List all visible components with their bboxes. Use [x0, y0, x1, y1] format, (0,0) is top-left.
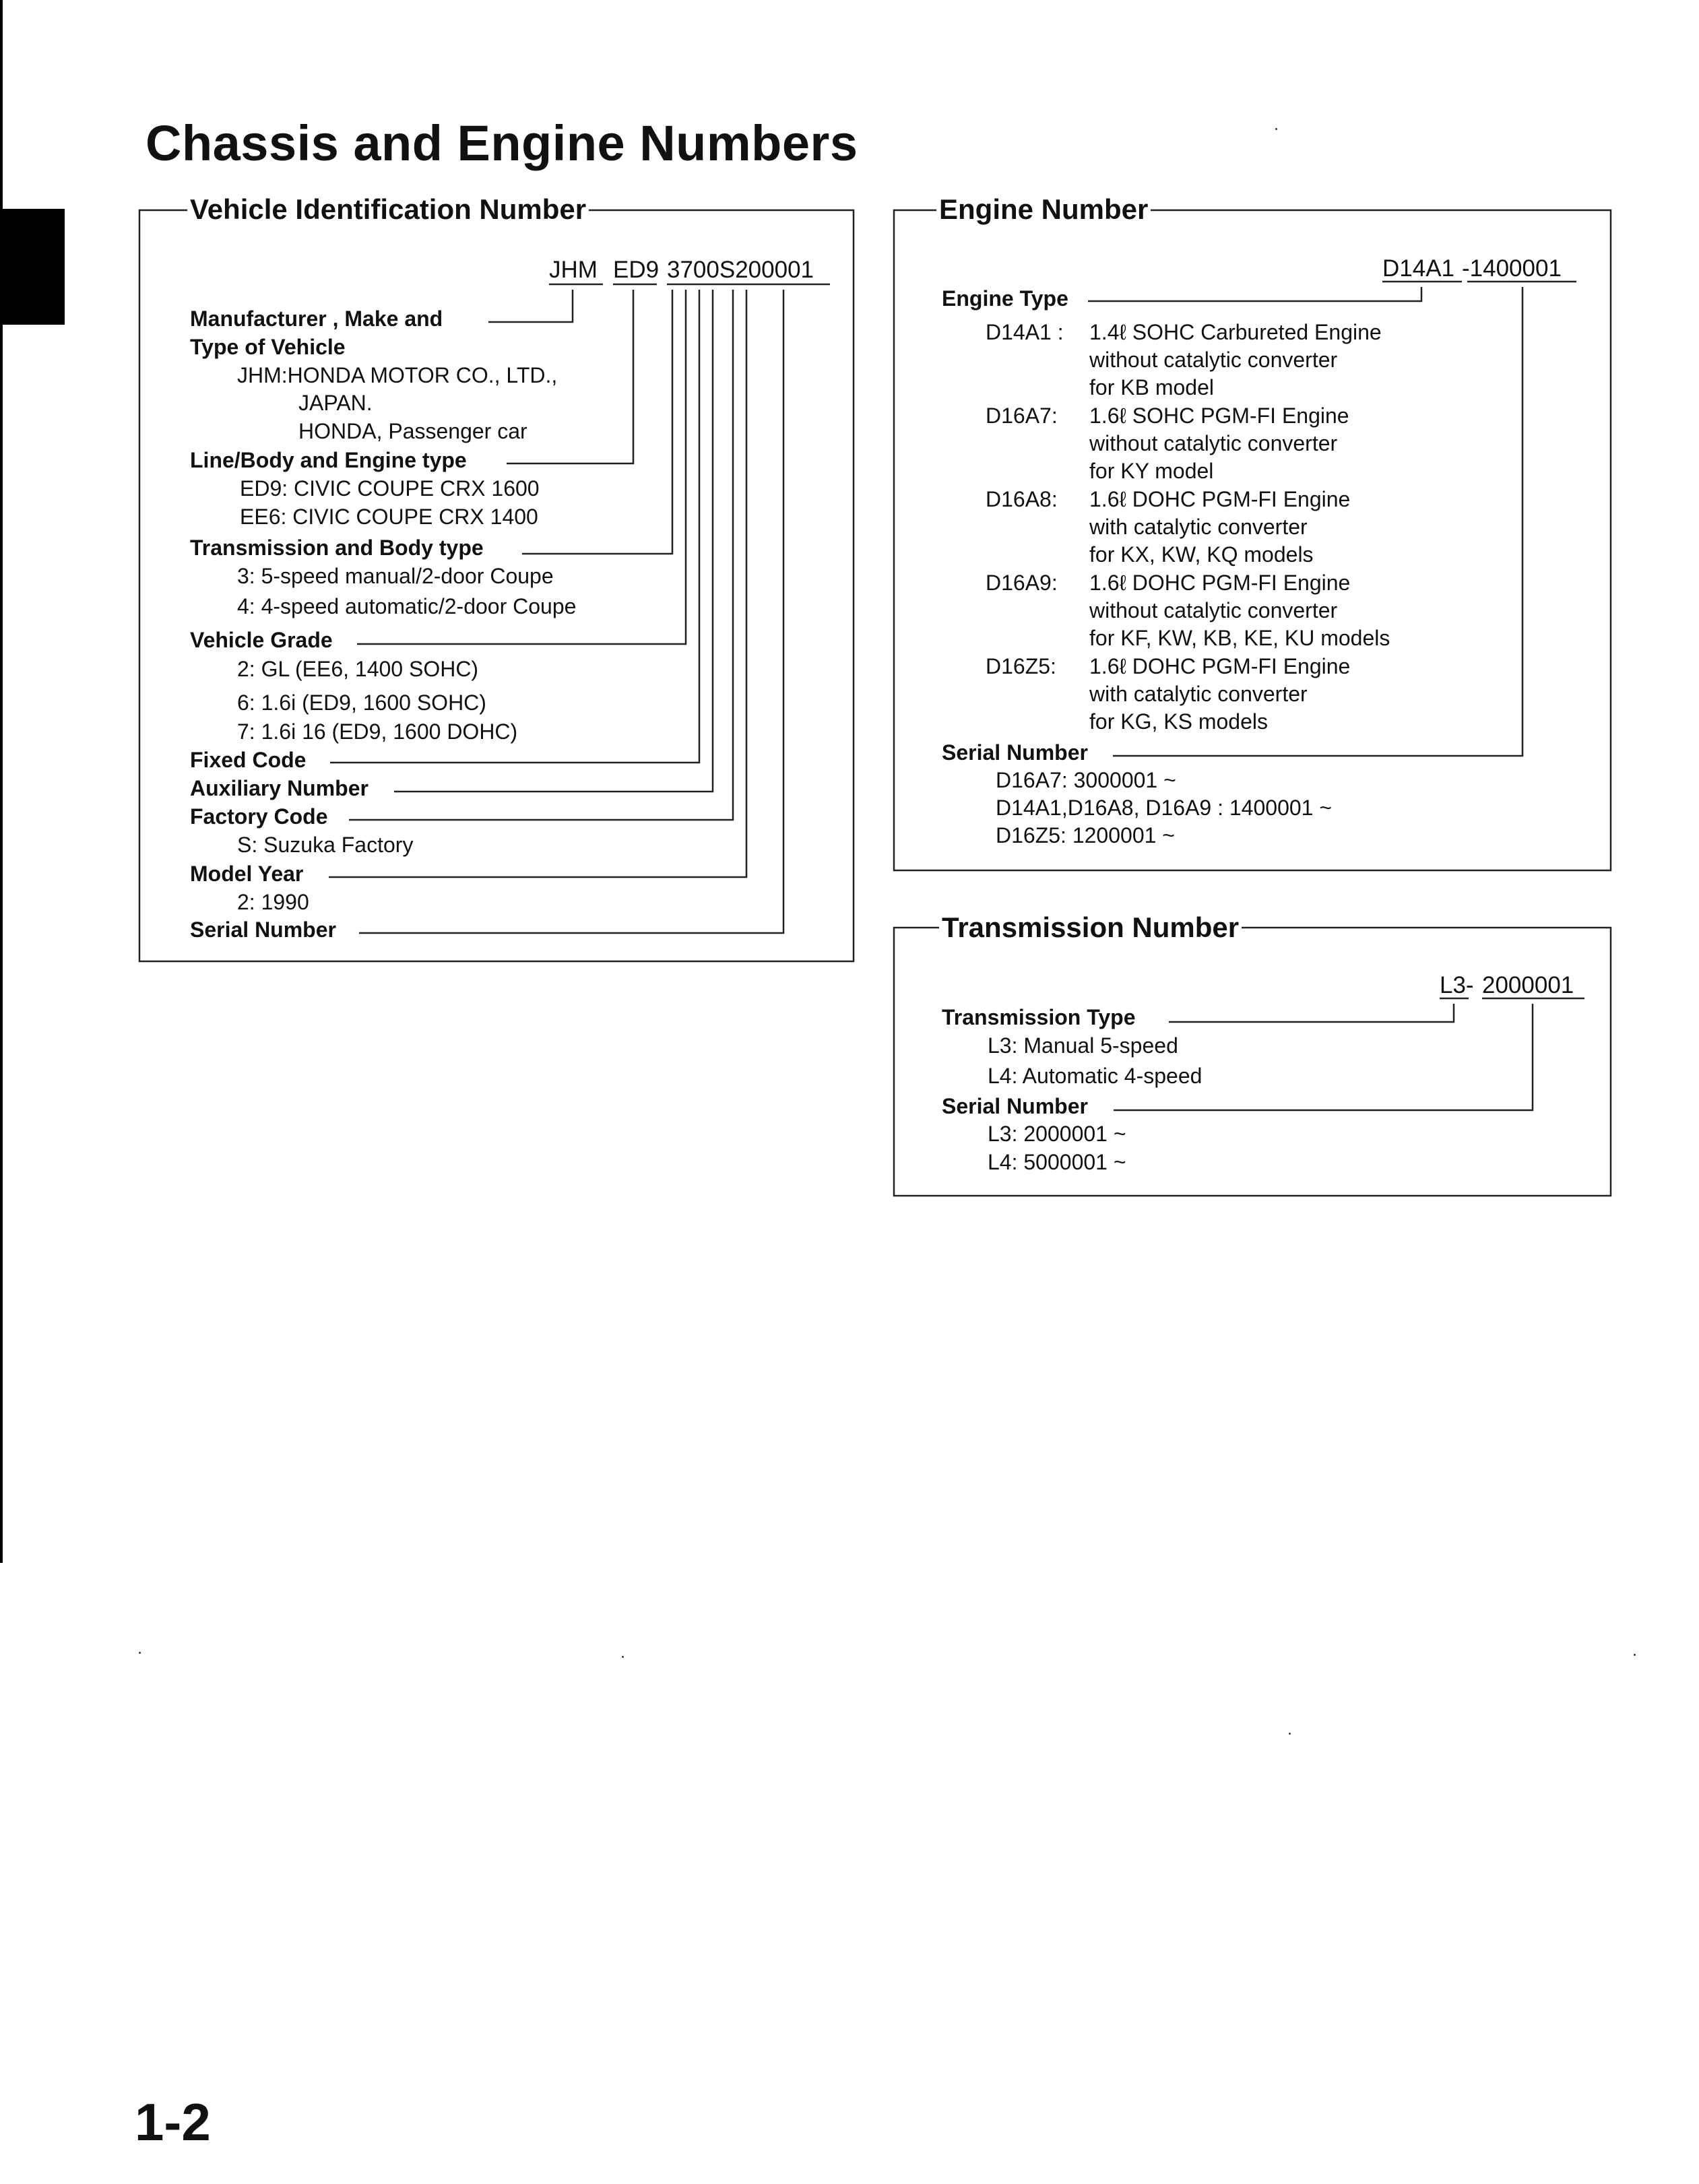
vin-text: 6: 1.6i (ED9, 1600 SOHC): [237, 690, 486, 715]
engine-type-code: D16A7:: [986, 404, 1058, 428]
vin-label-model-year: Model Year: [190, 862, 304, 886]
engine-code-serial: -1400001: [1462, 255, 1562, 282]
engine-type-code: D16A8:: [986, 487, 1058, 511]
scan-speck: [139, 1652, 141, 1654]
engine-type-text: without catalytic converter: [1089, 598, 1338, 622]
transmission-serial-text: L4: 5000001 ~: [988, 1150, 1126, 1174]
scan-speck: [622, 1656, 624, 1658]
vin-text: JAPAN.: [298, 391, 373, 415]
engine-type-code: D16Z5:: [986, 654, 1056, 678]
engine-serial-text: D16A7: 3000001 ~: [996, 768, 1176, 792]
scan-speck: [1275, 128, 1277, 130]
engine-serial-text: D14A1,D16A8, D16A9 : 1400001 ~: [996, 796, 1333, 820]
vin-label-factory-code: Factory Code: [190, 804, 328, 829]
vin-label-line-body: Line/Body and Engine type: [190, 448, 467, 472]
vin-label-manufacturer-2: Type of Vehicle: [190, 335, 346, 359]
vin-label-manufacturer: Manufacturer , Make and: [190, 307, 443, 331]
vin-code-line-body: ED9: [613, 257, 660, 283]
engine-type-text: with catalytic converter: [1089, 682, 1308, 706]
vin-text: ED9: CIVIC COUPE CRX 1600: [240, 476, 540, 501]
engine-type-text: 1.6ℓ DOHC PGM-FI Engine: [1089, 571, 1351, 595]
vin-text: 7: 1.6i 16 (ED9, 1600 DOHC): [237, 719, 518, 744]
engine-type-code: D16A9:: [986, 571, 1058, 595]
engine-type-code: D14A1 :: [986, 320, 1064, 344]
transmission-code-serial: 2000001: [1482, 972, 1574, 998]
engine-type-text: without catalytic converter: [1089, 348, 1338, 372]
engine-type-text: with catalytic converter: [1089, 515, 1308, 539]
vin-code-remainder: 3700S200001: [667, 257, 814, 283]
vin-label-transmission-body: Transmission and Body type: [190, 536, 484, 560]
vin-text: EE6: CIVIC COUPE CRX 1400: [240, 505, 538, 529]
engine-type-text: for KG, KS models: [1089, 709, 1268, 734]
transmission-type-label: Transmission Type: [942, 1005, 1136, 1029]
engine-type-text: 1.6ℓ SOHC PGM-FI Engine: [1089, 404, 1349, 428]
vin-text: S: Suzuka Factory: [237, 833, 414, 857]
engine-type-label: Engine Type: [942, 286, 1068, 311]
transmission-type-text: L4: Automatic 4-speed: [988, 1064, 1203, 1088]
page-title: Chassis and Engine Numbers: [146, 115, 858, 171]
vin-code-manufacturer: JHM: [549, 257, 598, 283]
engine-type-text: 1.6ℓ DOHC PGM-FI Engine: [1089, 654, 1351, 678]
vin-text: 2: GL (EE6, 1400 SOHC): [237, 657, 479, 681]
engine-heading: Engine Number: [936, 193, 1151, 226]
engine-type-text: without catalytic converter: [1089, 431, 1338, 455]
vin-text: 4: 4-speed automatic/2-door Coupe: [237, 594, 577, 618]
transmission-serial-text: L3: 2000001 ~: [988, 1122, 1126, 1146]
engine-type-text: for KX, KW, KQ models: [1089, 542, 1314, 567]
vin-text: HONDA, Passenger car: [298, 419, 527, 443]
vin-label-auxiliary-number: Auxiliary Number: [190, 776, 368, 800]
vin-label-vehicle-grade: Vehicle Grade: [190, 628, 333, 652]
vin-label-serial-number: Serial Number: [190, 918, 336, 942]
vin-text: 3: 5-speed manual/2-door Coupe: [237, 564, 554, 588]
vin-heading: Vehicle Identification Number: [187, 193, 589, 226]
transmission-heading: Transmission Number: [939, 911, 1242, 944]
scan-speck: [1634, 1654, 1636, 1656]
engine-serial-text: D16Z5: 1200001 ~: [996, 823, 1175, 847]
scan-speck: [1289, 1733, 1291, 1735]
engine-type-text: for KY model: [1089, 459, 1214, 483]
page-number: 1-2: [135, 2092, 211, 2152]
transmission-serial-label: Serial Number: [942, 1094, 1088, 1118]
transmission-code-type: L3-: [1440, 972, 1474, 998]
engine-type-text: for KB model: [1089, 375, 1214, 399]
engine-type-text: 1.6ℓ DOHC PGM-FI Engine: [1089, 487, 1351, 511]
vin-text: JHM:HONDA MOTOR CO., LTD.,: [237, 363, 558, 387]
vin-text: 2: 1990: [237, 890, 309, 914]
engine-type-text: 1.4ℓ SOHC Carbureted Engine: [1089, 320, 1382, 344]
engine-type-text: for KF, KW, KB, KE, KU models: [1089, 626, 1390, 650]
vin-label-fixed-code: Fixed Code: [190, 748, 307, 772]
engine-code-type: D14A1: [1382, 255, 1455, 282]
engine-serial-label: Serial Number: [942, 740, 1088, 765]
transmission-type-text: L3: Manual 5-speed: [988, 1033, 1178, 1058]
